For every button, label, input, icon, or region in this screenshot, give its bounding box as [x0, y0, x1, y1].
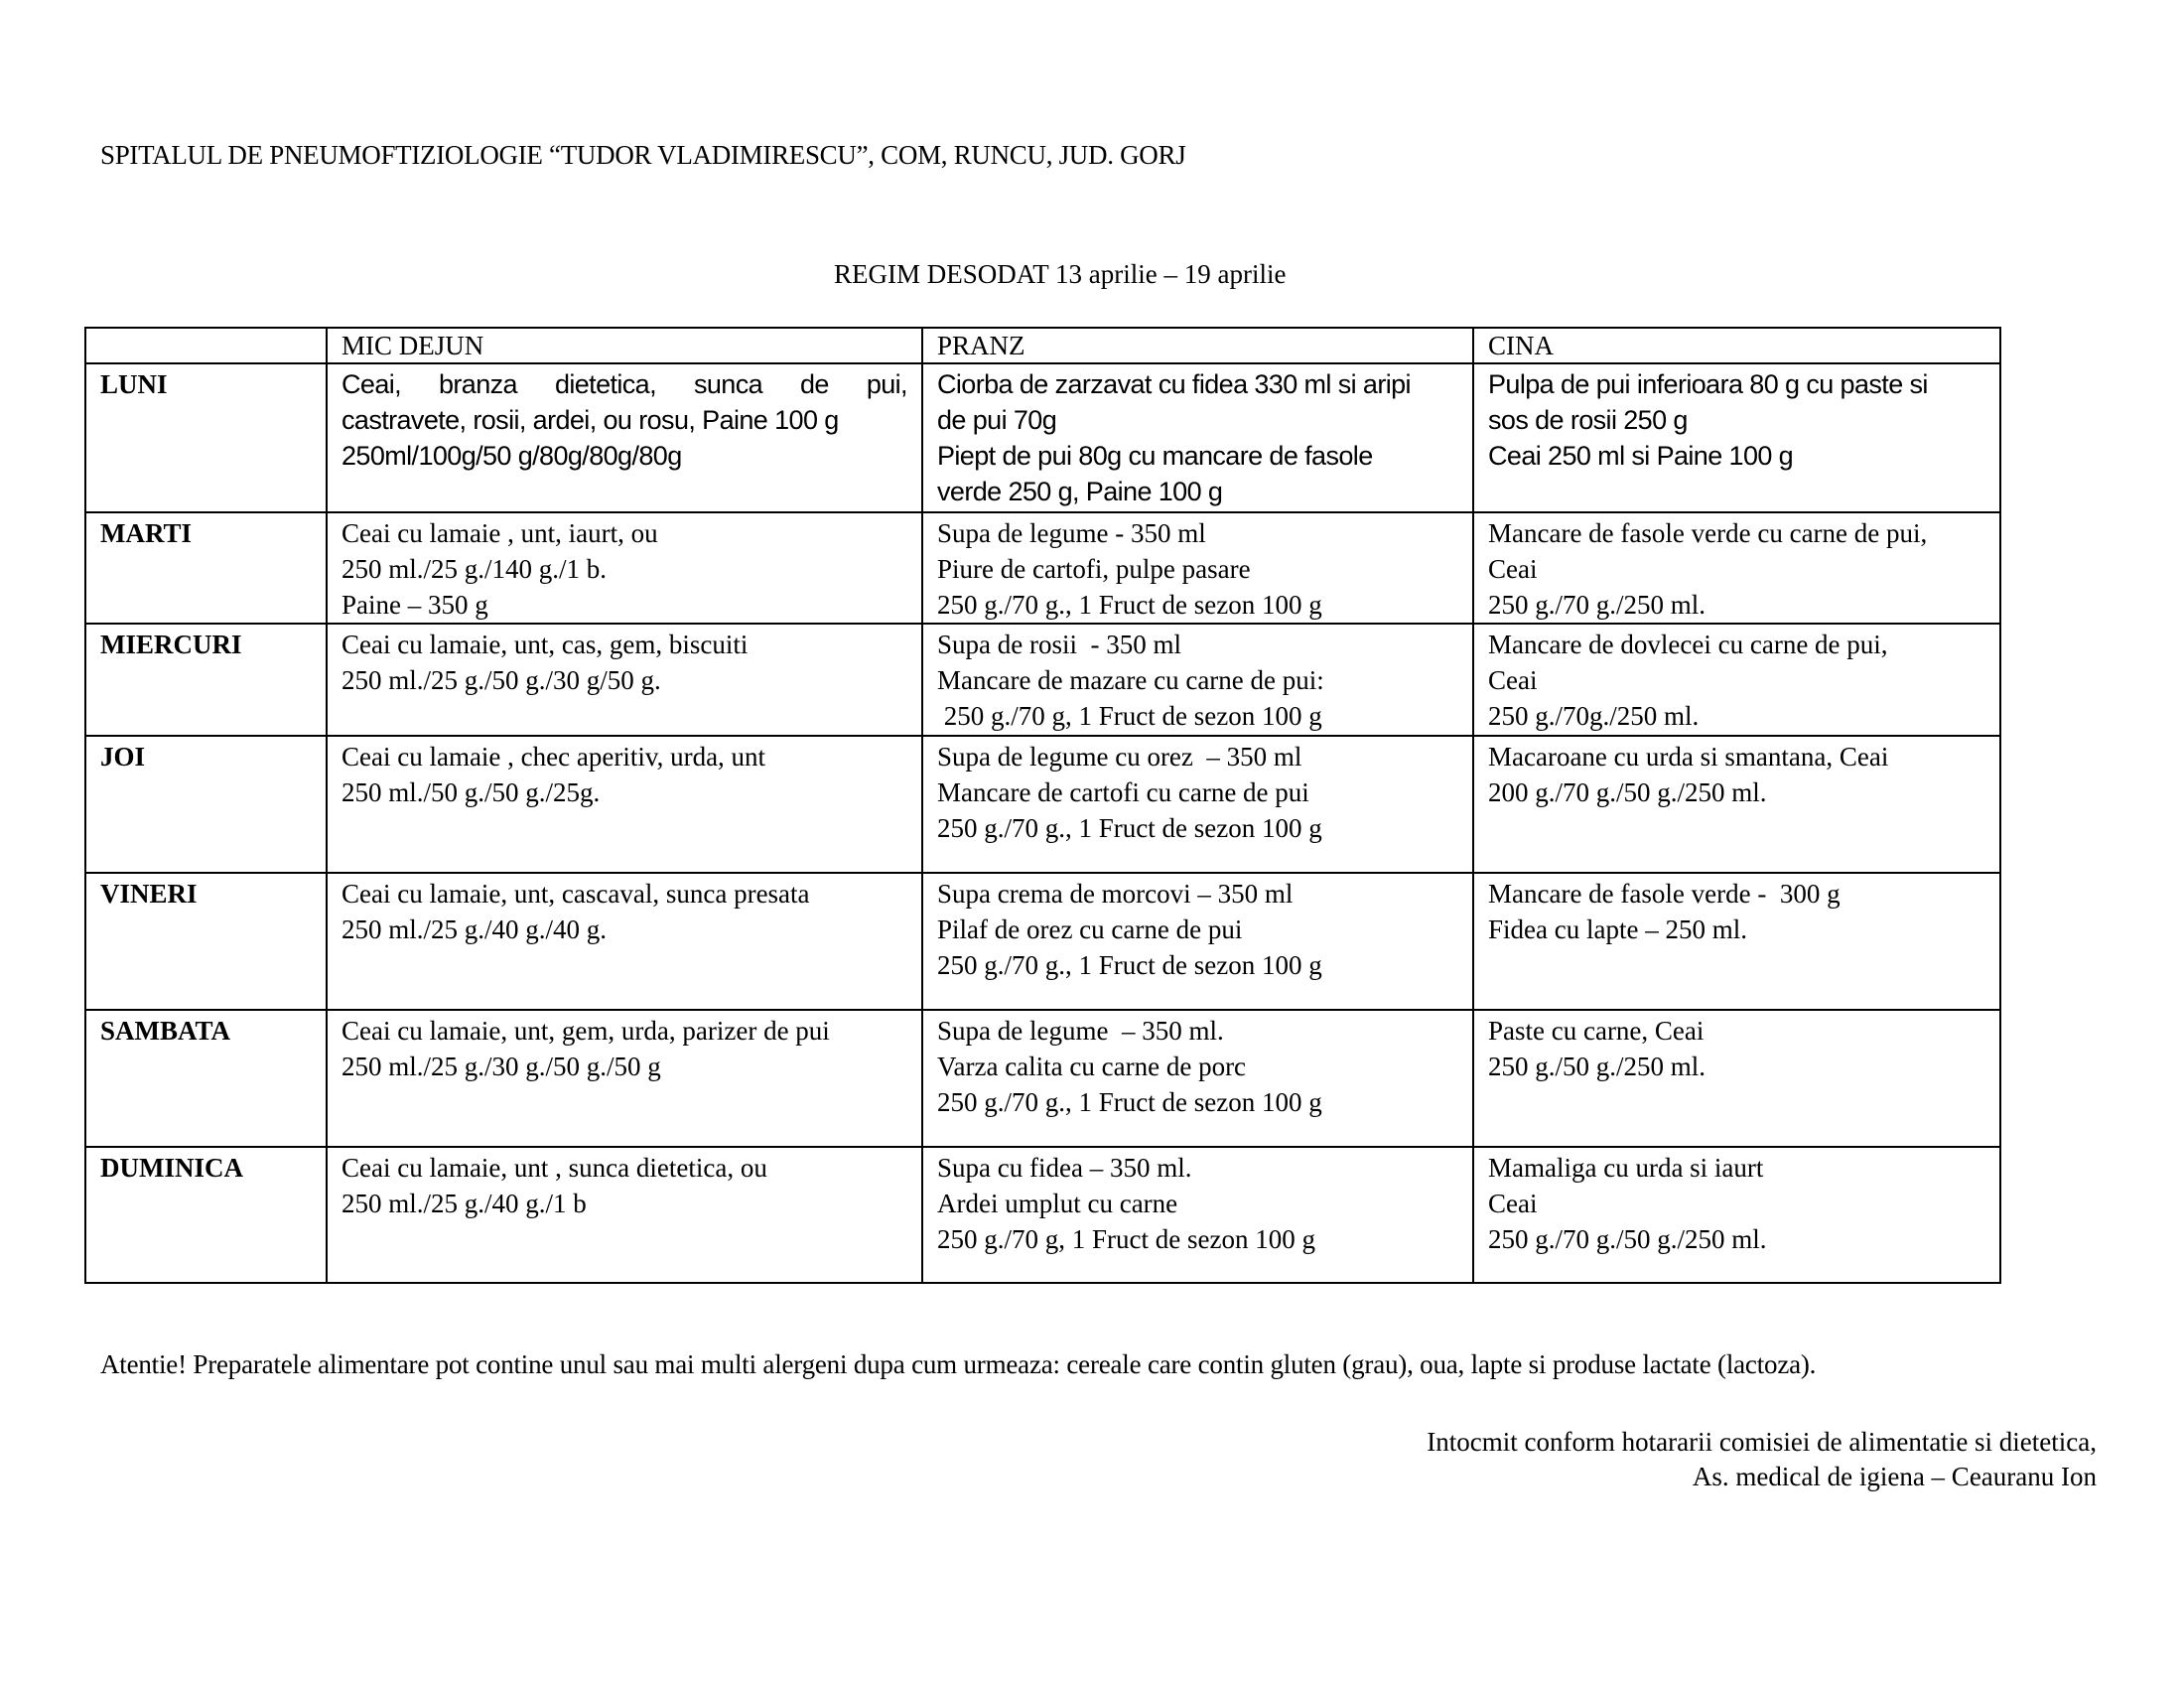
- meal-cell-pranz: [922, 1147, 1473, 1283]
- meal-line: Ceai cu lamaie, unt, cas, gem, biscuiti: [341, 630, 749, 659]
- meal-line: de pui 70g: [937, 405, 1057, 435]
- meal-line: Mancare de cartofi cu carne de pui: [937, 777, 1309, 807]
- meal-line: Ardei umplut cu carne: [937, 1189, 1178, 1218]
- day-name: JOI: [85, 736, 327, 873]
- meal-cell-mic-dejun: [327, 736, 922, 873]
- meal-line: Ceai cu lamaie, unt , sunca dietetica, ou: [341, 1153, 767, 1183]
- meal-cell-pranz: [922, 363, 1473, 512]
- meal-line: 250 g./70 g./250 ml.: [1488, 590, 1706, 620]
- meal-line: 250 g./70 g, 1 Fruct de sezon 100 g: [937, 701, 1322, 731]
- meal-cell-pranz: [922, 512, 1473, 624]
- meal-cell-cina: [1473, 736, 2000, 873]
- meal-cell-cina: [1473, 1010, 2000, 1147]
- meal-line: Mamaliga cu urda si iaurt: [1488, 1153, 1764, 1183]
- meal-line: Supa de legume – 350 ml.: [937, 1016, 1224, 1046]
- meal-cell-pranz: [922, 624, 1473, 736]
- meal-line: Mancare de mazare cu carne de pui:: [937, 665, 1324, 695]
- table-row: [85, 736, 2000, 873]
- table-row: [85, 1010, 2000, 1147]
- table-row: [85, 873, 2000, 1010]
- meal-line: Ceai cu lamaie , chec aperitiv, urda, unt: [341, 742, 766, 772]
- meal-line: Macaroane cu urda si smantana, Ceai: [1488, 742, 1889, 772]
- day-name: SAMBATA: [85, 1010, 327, 1147]
- meal-line: 250ml/100g/50 g/80g/80g/80g: [341, 441, 682, 471]
- meal-line: Ceai, branza dietetica, sunca de pui,: [341, 369, 907, 399]
- table-row: [85, 363, 2000, 512]
- regime-title: REGIM DESODAT 13 aprilie – 19 aprilie: [834, 259, 1287, 289]
- day-name: VINERI: [85, 873, 327, 1010]
- meal-line: Supa de rosii - 350 ml: [937, 630, 1181, 659]
- meal-line: Ceai: [1488, 665, 1538, 695]
- signature-line-2: As. medical de igiena – Ceauranu Ion: [1692, 1462, 2097, 1491]
- meal-line: Ceai 250 ml si Paine 100 g: [1488, 441, 1794, 471]
- meal-line: castravete, rosii, ardei, ou rosu, Paine 100 g: [341, 405, 839, 435]
- meal-line: 250 ml./50 g./50 g./25g.: [341, 777, 601, 807]
- day-name: LUNI: [85, 363, 327, 512]
- meal-line: Supa de legume cu orez – 350 ml: [937, 742, 1302, 772]
- day-name: MARTI: [85, 512, 327, 624]
- table-row: [85, 512, 2000, 624]
- meal-line: Ceai: [1488, 554, 1538, 584]
- meal-line: 250 g./70 g., 1 Fruct de sezon 100 g: [937, 1087, 1322, 1117]
- day-name: MIERCURI: [85, 624, 327, 736]
- header-pranz: PRANZ: [922, 328, 1473, 363]
- meal-cell-mic-dejun: [327, 1010, 922, 1147]
- meal-line: 250 g./70 g, 1 Fruct de sezon 100 g: [937, 1224, 1315, 1254]
- meal-line: 250 ml./25 g./40 g./1 b: [341, 1189, 587, 1218]
- meal-cell-mic-dejun: [327, 1147, 922, 1283]
- meal-cell-mic-dejun: [327, 873, 922, 1010]
- meal-cell-cina: [1473, 873, 2000, 1010]
- meal-line: Ceai: [1488, 1189, 1538, 1218]
- meal-line: Supa crema de morcovi – 350 ml: [937, 879, 1294, 909]
- meal-line: Supa cu fidea – 350 ml.: [937, 1153, 1192, 1183]
- meal-cell-cina: [1473, 1147, 2000, 1283]
- meal-line: Ceai cu lamaie, unt, gem, urda, parizer de pui: [341, 1016, 830, 1046]
- meal-line: Fidea cu lapte – 250 ml.: [1488, 914, 1747, 944]
- meal-line: 250 ml./25 g./50 g./30 g/50 g.: [341, 665, 661, 695]
- meal-cell-cina: [1473, 363, 2000, 512]
- institution-header: SPITALUL DE PNEUMOFTIZIOLOGIE “TUDOR VLADIMIRESCU”, COM, RUNCU, JUD. GORJ: [100, 140, 1186, 170]
- meal-line: Piure de cartofi, pulpe pasare: [937, 554, 1251, 584]
- meal-line: Paine – 350 g: [341, 590, 488, 620]
- meal-cell-mic-dejun: [327, 624, 922, 736]
- day-name: DUMINICA: [85, 1147, 327, 1283]
- meal-line: Piept de pui 80g cu mancare de fasole: [937, 441, 1373, 471]
- meal-cell-cina: [1473, 512, 2000, 624]
- allergen-note: Atentie! Preparatele alimentare pot contine unul sau mai multi alergeni dupa cum urmeaza: cereale care contin gluten (grau), oua, lapte si produse lactate (lactoza).: [100, 1349, 1817, 1379]
- meal-line: Ciorba de zarzavat cu fidea 330 ml si aripi: [937, 369, 1411, 399]
- meal-cell-mic-dejun: [327, 363, 922, 512]
- meal-line: Varza calita cu carne de porc: [937, 1052, 1247, 1081]
- meal-line: Supa de legume - 350 ml: [937, 518, 1206, 548]
- meal-line: 250 g./50 g./250 ml.: [1488, 1052, 1706, 1081]
- table-header-row: [85, 328, 2000, 363]
- meal-cell-pranz: [922, 873, 1473, 1010]
- meal-cell-pranz: [922, 1010, 1473, 1147]
- weekly-menu-table: [84, 327, 2001, 1284]
- meal-line: Pulpa de pui inferioara 80 g cu paste si: [1488, 369, 1928, 399]
- meal-line: Mancare de dovlecei cu carne de pui,: [1488, 630, 1888, 659]
- meal-line: Pilaf de orez cu carne de pui: [937, 914, 1243, 944]
- meal-line: verde 250 g, Paine 100 g: [937, 477, 1223, 506]
- meal-line: 250 ml./25 g./30 g./50 g./50 g: [341, 1052, 661, 1081]
- table-row: [85, 624, 2000, 736]
- meal-cell-cina: [1473, 624, 2000, 736]
- meal-cell-pranz: [922, 736, 1473, 873]
- meal-line: 250 g./70g./250 ml.: [1488, 701, 1700, 731]
- meal-line: sos de rosii 250 g: [1488, 405, 1688, 435]
- meal-line: Mancare de fasole verde cu carne de pui,: [1488, 518, 1928, 548]
- header-mic-dejun: MIC DEJUN: [327, 328, 922, 363]
- header-day: [85, 328, 327, 363]
- meal-line: 250 g./70 g., 1 Fruct de sezon 100 g: [937, 590, 1322, 620]
- meal-line: Paste cu carne, Ceai: [1488, 1016, 1705, 1046]
- meal-line: 250 g./70 g., 1 Fruct de sezon 100 g: [937, 813, 1322, 843]
- table-row: [85, 1147, 2000, 1283]
- meal-line: 250 ml./25 g./140 g./1 b.: [341, 554, 608, 584]
- meal-line: 250 g./70 g., 1 Fruct de sezon 100 g: [937, 950, 1322, 980]
- meal-line: Ceai cu lamaie, unt, cascaval, sunca presata: [341, 879, 810, 909]
- meal-line: 250 g./70 g./50 g./250 ml.: [1488, 1224, 1767, 1254]
- meal-line: 200 g./70 g./50 g./250 ml.: [1488, 777, 1767, 807]
- signature-line-1: Intocmit conform hotararii comisiei de alimentatie si dietetica,: [1427, 1427, 2097, 1457]
- meal-line: Mancare de fasole verde - 300 g: [1488, 879, 1841, 909]
- meal-line: 250 ml./25 g./40 g./40 g.: [341, 914, 608, 944]
- meal-line: Ceai cu lamaie , unt, iaurt, ou: [341, 518, 658, 548]
- meal-cell-mic-dejun: [327, 512, 922, 624]
- header-cina: CINA: [1473, 328, 2000, 363]
